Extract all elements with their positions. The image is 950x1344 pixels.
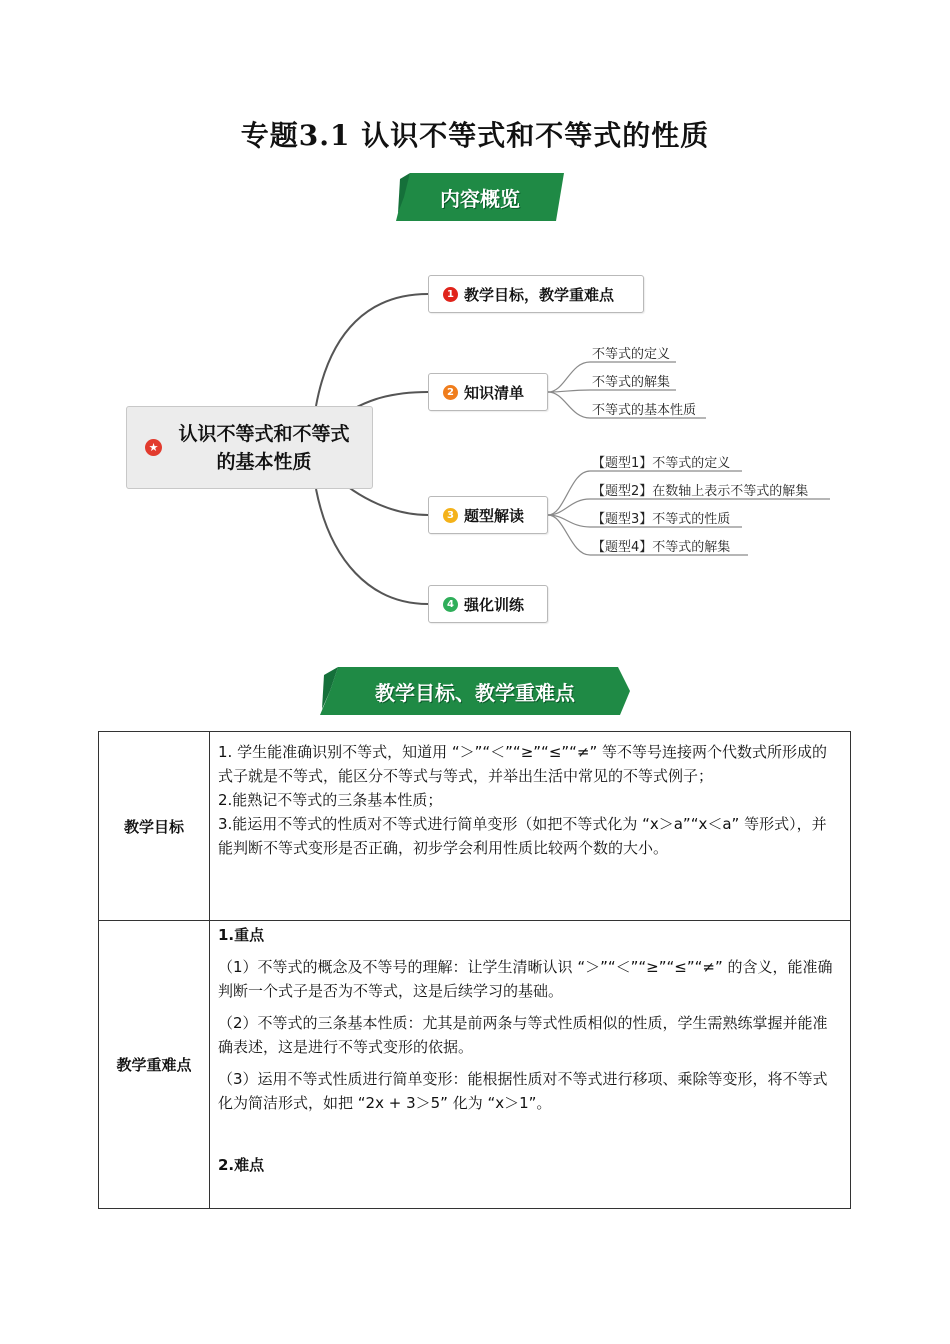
keypoint-para-3: （3）运用不等式性质进行简单变形：能根据性质对不等式进行移项、乘除等变形，将不等式化为简洁形式，如把 “2x + 3＞5” 化为 “x＞1”。 xyxy=(218,1070,828,1112)
mindmap-connectors xyxy=(0,0,950,660)
goal-line-1: 1. 学生能准确识别不等式，知道用 “＞”“＜”“≥”“≤”“≠” 等不等号连接两个代数式所形成的式子就是不等式，能区分不等式与等式，并举出生活中常见的不等式例子； xyxy=(218,743,828,785)
center-line-2: 的基本性质 xyxy=(216,450,312,473)
table-row xyxy=(99,921,851,1209)
leaf-type-4: 【题型4】不等式的解集 xyxy=(592,540,731,555)
page-title: 专题3.1 认识不等式和不等式的性质 xyxy=(240,119,710,152)
overview-banner-label: 内容概览 xyxy=(440,186,520,211)
number-3-icon: 3 xyxy=(443,508,458,523)
row-label-keypoints: 教学重难点 xyxy=(99,921,210,1209)
number-1-icon: 1 xyxy=(443,287,458,302)
leaf-knowledge-2: 不等式的解集 xyxy=(592,375,671,390)
branch-training xyxy=(428,585,548,623)
row-content-goals xyxy=(210,732,851,921)
branch-question-types xyxy=(428,496,548,534)
number-2-icon: 2 xyxy=(443,385,458,400)
branch-goals xyxy=(428,275,644,313)
keypoint-para-2: （2）不等式的三条基本性质：尤其是前两条与等式性质相似的性质，学生需熟练掌握并能准确表述，这是进行不等式变形的依据。 xyxy=(218,1014,828,1056)
row-content-keypoints xyxy=(210,921,851,1209)
star-icon: ★ xyxy=(145,439,162,456)
number-4-icon: 4 xyxy=(443,597,458,612)
branch-goals-label: 教学目标，教学重难点 xyxy=(464,285,615,304)
goals-banner-label: 教学目标、教学重难点 xyxy=(375,680,575,705)
goal-line-3: 3.能运用不等式的性质对不等式进行简单变形（如把不等式化为 “x＞a”“x＜a” 等形式），并能判断不等式变形是否正确，初步学会利用性质比较两个数的大小。 xyxy=(218,815,827,857)
branch-training-label: 强化训练 xyxy=(464,595,525,614)
leaf-knowledge-3: 不等式的基本性质 xyxy=(592,403,697,418)
mindmap-center-node xyxy=(126,406,373,489)
leaf-type-1: 【题型1】不等式的定义 xyxy=(592,456,731,471)
branch-knowledge-label: 知识清单 xyxy=(464,383,525,402)
center-line-1: 认识不等式和不等式 xyxy=(178,422,350,445)
keypoint-para-1: （1）不等式的概念及不等号的理解：让学生清晰认识 “＞”“＜”“≥”“≤”“≠” 的含义，能准确判断一个式子是否为不等式，这是后续学习的基础。 xyxy=(218,958,833,1000)
leaf-type-3: 【题型3】不等式的性质 xyxy=(592,512,731,527)
objectives-table xyxy=(98,731,851,1209)
branch-knowledge xyxy=(428,373,548,411)
goal-line-2: 2.能熟记不等式的三条基本性质； xyxy=(218,791,443,809)
leaf-knowledge-1: 不等式的定义 xyxy=(592,347,671,362)
leaf-type-2: 【题型2】在数轴上表示不等式的解集 xyxy=(592,484,809,499)
table-row xyxy=(99,732,851,921)
goals-banner xyxy=(320,667,630,715)
keypoint-heading: 1.重点 xyxy=(218,926,265,944)
branch-question-types-label: 题型解读 xyxy=(464,506,525,525)
difficulty-heading: 2.难点 xyxy=(218,1156,265,1174)
row-label-goals: 教学目标 xyxy=(99,732,210,921)
